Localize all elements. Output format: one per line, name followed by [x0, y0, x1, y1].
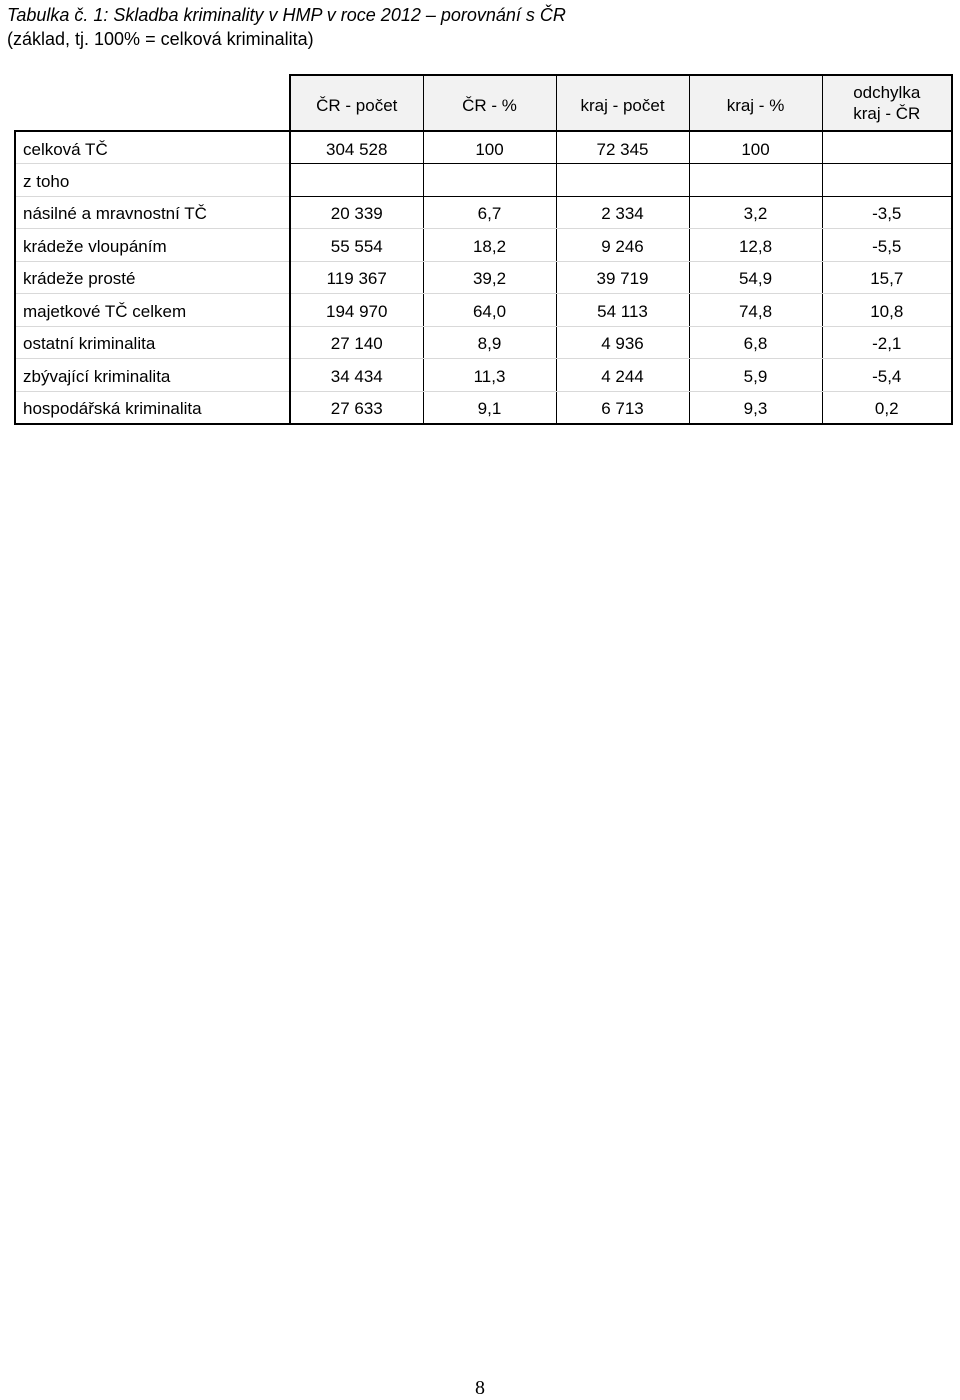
crime-structure-table	[14, 74, 953, 425]
caption-subtitle: (základ, tj. 100% = celková kriminalita)	[7, 29, 314, 49]
cell-region-percent: 54,9	[689, 261, 822, 294]
cell-region-percent: 100	[689, 131, 822, 164]
column-header-region-percent: kraj - %	[689, 75, 822, 131]
cell-region-count: 9 246	[556, 229, 689, 262]
cell-cr-count: 119 367	[290, 261, 423, 294]
cell-deviation	[822, 131, 952, 164]
cell-cr-count: 27 633	[290, 391, 423, 424]
cell-region-percent: 5,9	[689, 359, 822, 392]
table-row	[15, 391, 952, 424]
cell-region-count: 4 936	[556, 326, 689, 359]
cell-deviation: -5,5	[822, 229, 952, 262]
row-label: z toho	[15, 164, 290, 197]
row-label: celková TČ	[15, 131, 290, 164]
table-row	[15, 131, 952, 164]
row-label: násilné a mravnostní TČ	[15, 196, 290, 229]
column-header-cr-percent: ČR - %	[423, 75, 556, 131]
table-header-row	[15, 75, 952, 131]
row-label: ostatní kriminalita	[15, 326, 290, 359]
row-label: krádeže prosté	[15, 261, 290, 294]
cell-region-count	[556, 164, 689, 197]
deviation-header-line2: kraj - ČR	[853, 104, 921, 123]
cell-region-percent: 9,3	[689, 391, 822, 424]
column-header-deviation	[822, 75, 952, 131]
column-header-region-count: kraj - počet	[556, 75, 689, 131]
cell-region-count: 54 113	[556, 294, 689, 327]
cell-region-count: 2 334	[556, 196, 689, 229]
cell-region-count: 39 719	[556, 261, 689, 294]
cell-cr-count: 304 528	[290, 131, 423, 164]
table-row	[15, 326, 952, 359]
column-header-cr-count: ČR - počet	[290, 75, 423, 131]
cell-cr-count: 27 140	[290, 326, 423, 359]
table-row	[15, 196, 952, 229]
cell-cr-percent: 100	[423, 131, 556, 164]
cell-deviation: -5,4	[822, 359, 952, 392]
row-label: zbývající kriminalita	[15, 359, 290, 392]
deviation-header-line1: odchylka	[853, 83, 921, 102]
cell-cr-count: 34 434	[290, 359, 423, 392]
cell-deviation: 10,8	[822, 294, 952, 327]
cell-region-count: 6 713	[556, 391, 689, 424]
cell-deviation: 0,2	[822, 391, 952, 424]
cell-region-percent: 3,2	[689, 196, 822, 229]
cell-region-percent: 6,8	[689, 326, 822, 359]
cell-region-percent: 12,8	[689, 229, 822, 262]
cell-deviation	[822, 164, 952, 197]
cell-deviation: -3,5	[822, 196, 952, 229]
cell-deviation: 15,7	[822, 261, 952, 294]
cell-cr-percent: 9,1	[423, 391, 556, 424]
cell-cr-percent: 8,9	[423, 326, 556, 359]
cell-region-count: 4 244	[556, 359, 689, 392]
cell-cr-percent: 64,0	[423, 294, 556, 327]
cell-region-count: 72 345	[556, 131, 689, 164]
cell-region-percent: 74,8	[689, 294, 822, 327]
table-row	[15, 229, 952, 262]
table-caption	[7, 3, 566, 51]
page-number: 8	[475, 1377, 485, 1399]
table-row	[15, 359, 952, 392]
table-row	[15, 261, 952, 294]
row-label: krádeže vloupáním	[15, 229, 290, 262]
cell-cr-count: 20 339	[290, 196, 423, 229]
cell-cr-percent: 11,3	[423, 359, 556, 392]
caption-title: Tabulka č. 1: Skladba kriminality v HMP v roce 2012 – porovnání s ČR	[7, 5, 566, 25]
cell-deviation: -2,1	[822, 326, 952, 359]
cell-cr-percent	[423, 164, 556, 197]
cell-region-percent	[689, 164, 822, 197]
row-label: majetkové TČ celkem	[15, 294, 290, 327]
cell-cr-count: 194 970	[290, 294, 423, 327]
cell-cr-count	[290, 164, 423, 197]
header-corner	[15, 75, 290, 131]
table-row	[15, 164, 952, 197]
row-label: hospodářská kriminalita	[15, 391, 290, 424]
cell-cr-percent: 39,2	[423, 261, 556, 294]
cell-cr-count: 55 554	[290, 229, 423, 262]
cell-cr-percent: 18,2	[423, 229, 556, 262]
cell-cr-percent: 6,7	[423, 196, 556, 229]
table-row	[15, 294, 952, 327]
